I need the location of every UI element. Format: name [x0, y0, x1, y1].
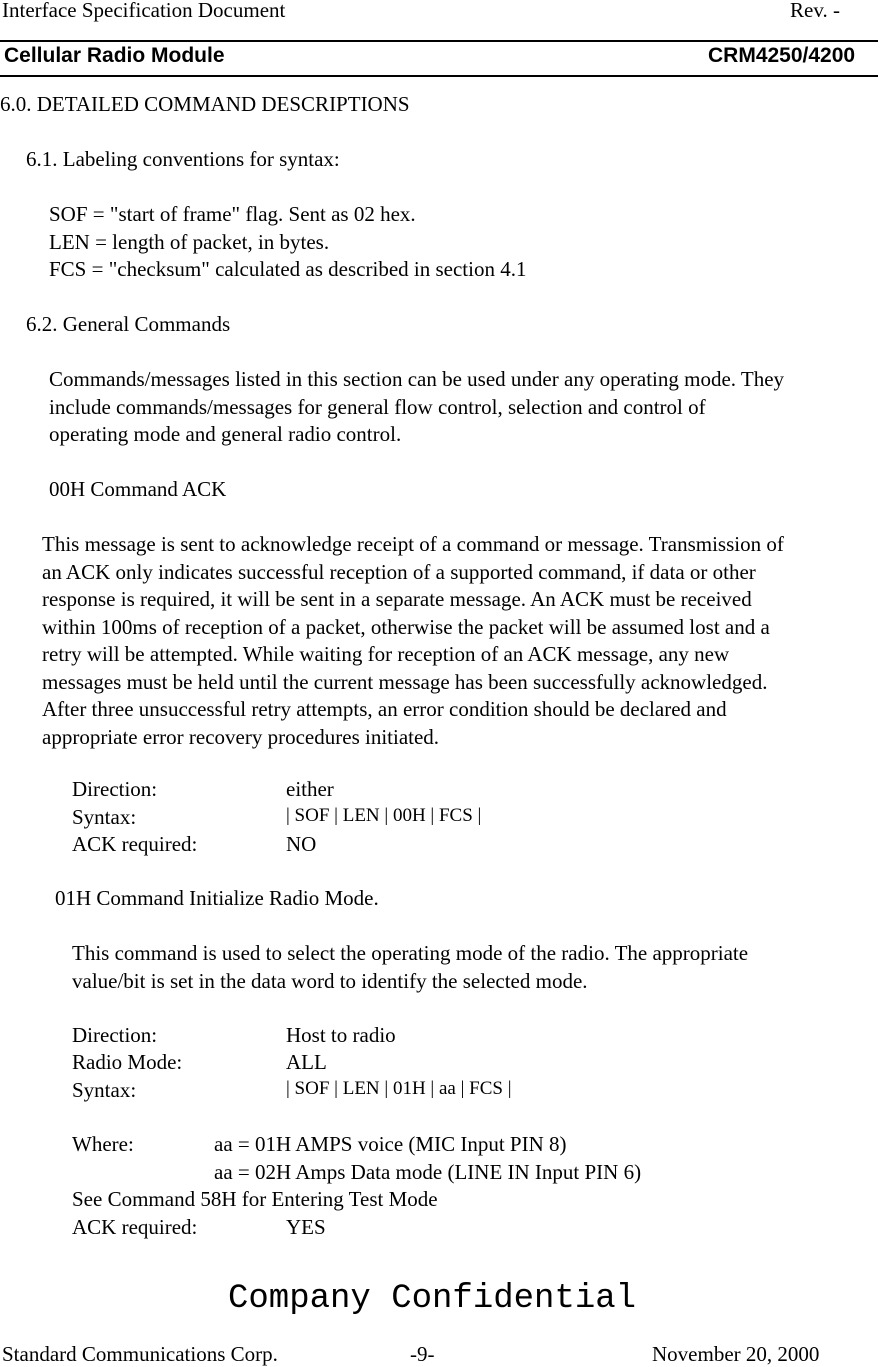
cmd-01-where-value: aa = 02H Amps Data mode (LINE IN Input PIN 6): [214, 1160, 642, 1184]
cmd-00-description-line: within 100ms of reception of a packet, otherwise the packet will be assumed lost and a: [42, 615, 770, 639]
cmd-00-description-line: response is required, it will be sent in a separate message. An ACK must be received: [42, 587, 752, 611]
cmd-00-description-line: appropriate error recovery procedures initiated.: [42, 725, 440, 749]
cmd-01-description-line: value/bit is set in the data word to identify the selected mode.: [72, 969, 588, 993]
cmd-01-ack-value: YES: [286, 1215, 326, 1239]
cmd-01-ack-label: ACK required:: [72, 1215, 198, 1239]
cmd-00-description-line: This message is sent to acknowledge receipt of a command or message. Transmission of: [42, 532, 784, 556]
model-number: CRM4250/4200: [708, 44, 856, 67]
cmd-00-description-line: retry will be attempted. While waiting for reception of an ACK message, any new: [42, 642, 730, 666]
page-number: -9-: [410, 1342, 435, 1366]
cmd-01-see-note: See Command 58H for Entering Test Mode: [72, 1187, 438, 1211]
general-intro-line: Commands/messages listed in this section can be used under any operating mode. They: [49, 367, 785, 391]
cmd-00-field-value: NO: [286, 832, 317, 856]
general-intro-line: include commands/messages for general flow control, selection and control of: [49, 395, 706, 419]
cmd-01-field-value: ALL: [286, 1050, 327, 1074]
footer-company: Standard Communications Corp.: [2, 1342, 278, 1366]
cmd-01-field-value: | SOF | LEN | 01H | aa | FCS |: [286, 1078, 512, 1099]
cmd-00-description-line: messages must be held until the current message has been successfully acknowledged.: [42, 670, 768, 694]
cmd-01-field-label: Syntax:: [72, 1078, 137, 1102]
cmd-01-field-value: Host to radio: [286, 1023, 396, 1047]
cmd-01-where-label: Where:: [72, 1132, 134, 1156]
cmd-00-field-label: Direction:: [72, 777, 158, 801]
sof-definition: SOF = "start of frame" flag. Sent as 02 hex.: [49, 202, 416, 226]
general-heading: 6.2. General Commands: [26, 312, 231, 336]
product-name: Cellular Radio Module: [4, 44, 225, 67]
fcs-definition: FCS = "checksum" calculated as described in section 4.1: [49, 257, 527, 281]
len-definition: LEN = length of packet, in bytes.: [49, 230, 330, 254]
header-rule-top: [0, 40, 878, 42]
revision: Rev. -: [790, 0, 840, 22]
confidential-notice: Company Confidential: [228, 1280, 637, 1318]
cmd-00-field-label: ACK required:: [72, 832, 198, 856]
labeling-heading: 6.1. Labeling conventions for syntax:: [26, 147, 340, 171]
cmd-01-title: 01H Command Initialize Radio Mode.: [55, 886, 379, 910]
general-intro-line: operating mode and general radio control.: [49, 422, 402, 446]
cmd-00-description-line: After three unsuccessful retry attempts, an error condition should be declared and: [42, 697, 727, 721]
cmd-01-where-value: aa = 01H AMPS voice (MIC Input PIN 8): [214, 1132, 567, 1156]
doc-title: Interface Specification Document: [2, 0, 286, 22]
footer-date: November 20, 2000: [652, 1342, 820, 1366]
cmd-00-field-label: Syntax:: [72, 805, 137, 829]
cmd-00-field-value: | SOF | LEN | 00H | FCS |: [286, 805, 482, 826]
cmd-00-description-line: an ACK only indicates successful reception of a supported command, if data or other: [42, 560, 756, 584]
cmd-01-description-line: This command is used to select the operating mode of the radio. The appropriate: [72, 941, 749, 965]
cmd-01-field-label: Direction:: [72, 1023, 158, 1047]
cmd-00-title: 00H Command ACK: [49, 477, 227, 501]
header-rule-bottom: [0, 75, 878, 77]
main-heading: 6.0. DETAILED COMMAND DESCRIPTIONS: [0, 92, 410, 116]
cmd-01-field-label: Radio Mode:: [72, 1050, 183, 1074]
cmd-00-field-value: either: [286, 777, 334, 801]
